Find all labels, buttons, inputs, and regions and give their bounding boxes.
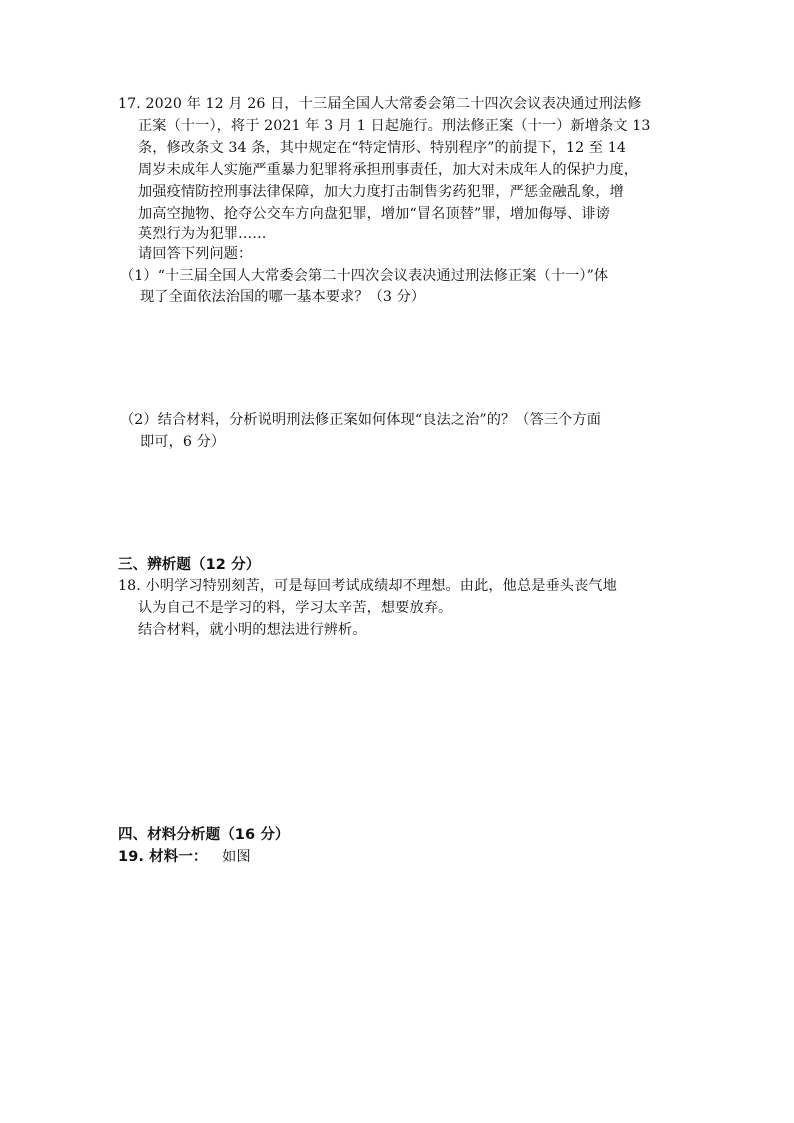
section4-heading: 四、材料分析题（16 分）: [118, 827, 290, 843]
q19-line: [118, 847, 251, 867]
q17-sub1-line-1: （1）“十三届全国人大常委会第二十四次会议表决通过刑法修正案（十一）”体: [120, 268, 609, 284]
q17-line-4: 周岁未成年人实施严重暴力犯罪将承担刑事责任，加大对未成年人的保护力度，: [138, 162, 639, 178]
q17-line-3: 条，修改条文 34 条，其中规定在“特定情形、特别程序”的前提下，12 至 14: [138, 140, 626, 156]
q18-line-2: 认为自己不是学习的料，学习太辛苦，想要放弃。: [138, 600, 453, 616]
q17-sub2-line-2: 即可，6 分）: [140, 434, 226, 450]
q19-text: 如图: [222, 849, 251, 865]
q17-line-6: 加高空抛物、抢夺公交车方向盘犯罪，增加“冒名顶替”罪，增加侮辱、诽谤: [138, 206, 610, 222]
section3-heading: 三、辨析题（12 分）: [118, 557, 261, 573]
q17-prompt: 请回答下列问题：: [138, 246, 253, 262]
q17-line-7: 英烈行为为犯罪……: [138, 226, 267, 242]
q17-line-2: 正案（十一），将于 2021 年 3 月 1 日起施行。刑法修正案（十一）新增条文 13: [138, 118, 651, 134]
q18-line-1: 18. 小明学习特别刻苦，可是每回考试成绩却不理想。由此，他总是垂头丧气地: [118, 578, 617, 594]
q19-label: 19. 材料一：: [118, 849, 208, 865]
q17-line-5: 加强疫情防控刑事法律保障，加大力度打击制售劣药犯罪，严惩金融乱象，增: [138, 184, 624, 200]
q17-line-1: 17. 2020 年 12 月 26 日，十三届全国人大常委会第二十四次会议表决通过刑法修: [118, 96, 642, 112]
q18-prompt: 结合材料，就小明的想法进行辨析。: [138, 622, 367, 638]
q17-sub2-line-1: （2）结合材料，分析说明刑法修正案如何体现“良法之治”的？（答三个方面: [120, 412, 602, 428]
q17-sub1-line-2: 现了全面依法治国的哪一基本要求？（3 分）: [140, 289, 426, 305]
